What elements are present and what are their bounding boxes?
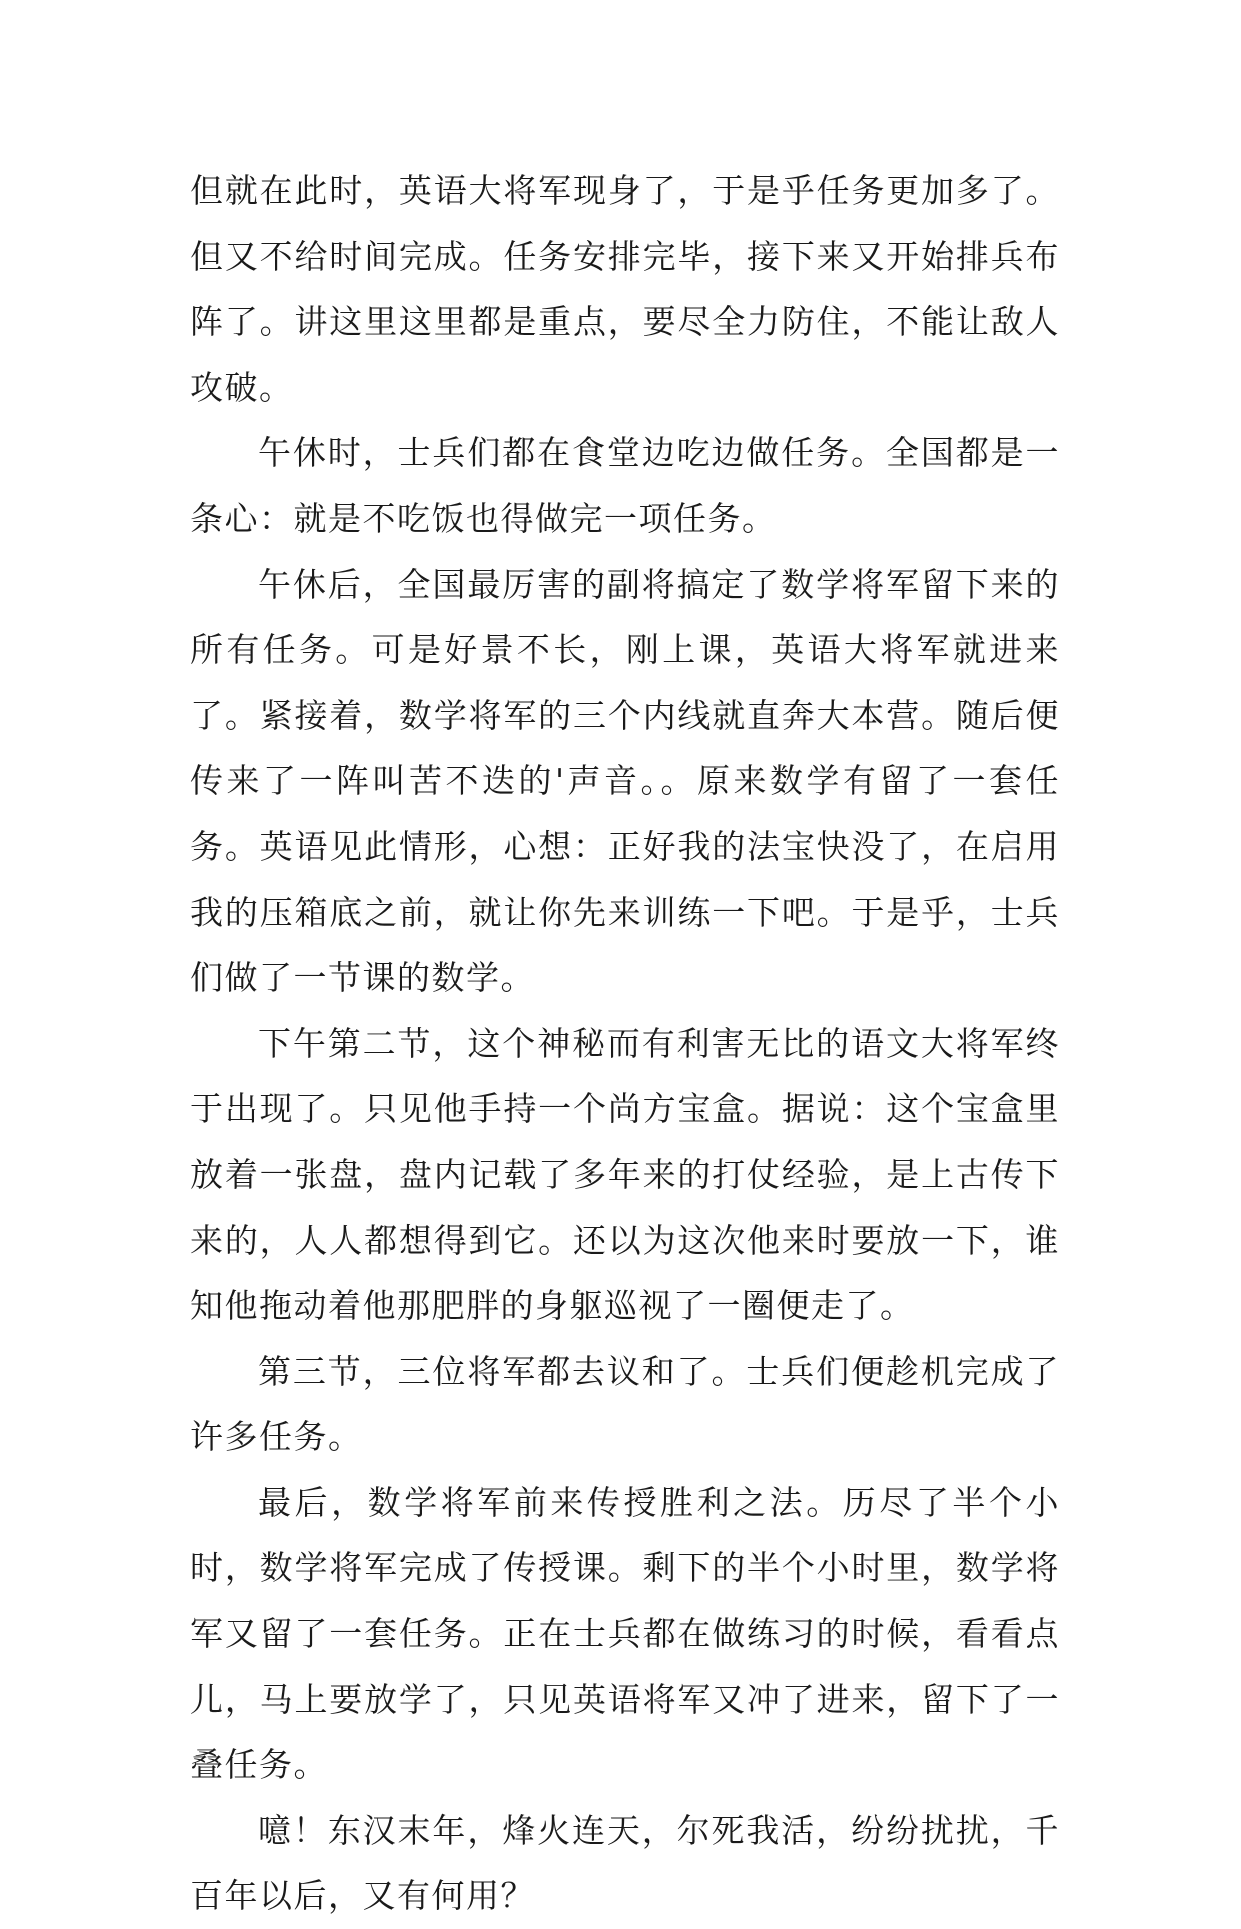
paragraph-3: 午休后，全国最厉害的副将搞定了数学将军留下来的所有任务。可是好景不长，刚上课，英语大将军就进来了。紧接着，数学将军的三个内线就直奔大本营。随后便传来了一阵叫苦不迭的'声音。。原来数学有留了一套任务。英语见此情形，心想：正好我的法宝快没了，在启用我的压箱底之前，就让你先来训练一下吧。于是乎，士兵们做了一节课的数学。 bbox=[190, 564, 1060, 998]
document-body bbox=[190, 158, 1060, 1929]
paragraph-4: 下午第二节，这个神秘而有利害无比的语文大将军终于出现了。只见他手持一个尚方宝盒。据说：这个宝盒里放着一张盘，盘内记载了多年来的打仗经验，是上古传下来的，人人都想得到它。还以为这次他来时要放一下，谁知他拖动着他那肥胖的身躯巡视了一圈便走了。 bbox=[190, 1023, 1060, 1326]
paragraph-2: 午休时，士兵们都在食堂边吃边做任务。全国都是一条心：就是不吃饭也得做完一项任务。 bbox=[190, 433, 1060, 538]
paragraph-1: 但就在此时，英语大将军现身了，于是乎任务更加多了。但又不给时间完成。任务安排完毕，接下来又开始排兵布阵了。讲这里这里都是重点，要尽全力防住，不能让敌人攻破。 bbox=[190, 171, 1060, 407]
paragraph-6: 最后，数学将军前来传授胜利之法。历尽了半个小时，数学将军完成了传授课。剩下的半个小时里，数学将军又留了一套任务。正在士兵都在做练习的时候，看看点儿，马上要放学了，只见英语将军又冲了进来，留下了一叠任务。 bbox=[190, 1482, 1060, 1785]
paragraph-7: 噫！东汉末年，烽火连天，尔死我活，纷纷扰扰，千百年以后，又有何用？ bbox=[190, 1810, 1060, 1916]
paragraph-5: 第三节，三位将军都去议和了。士兵们便趁机完成了许多任务。 bbox=[190, 1351, 1060, 1457]
